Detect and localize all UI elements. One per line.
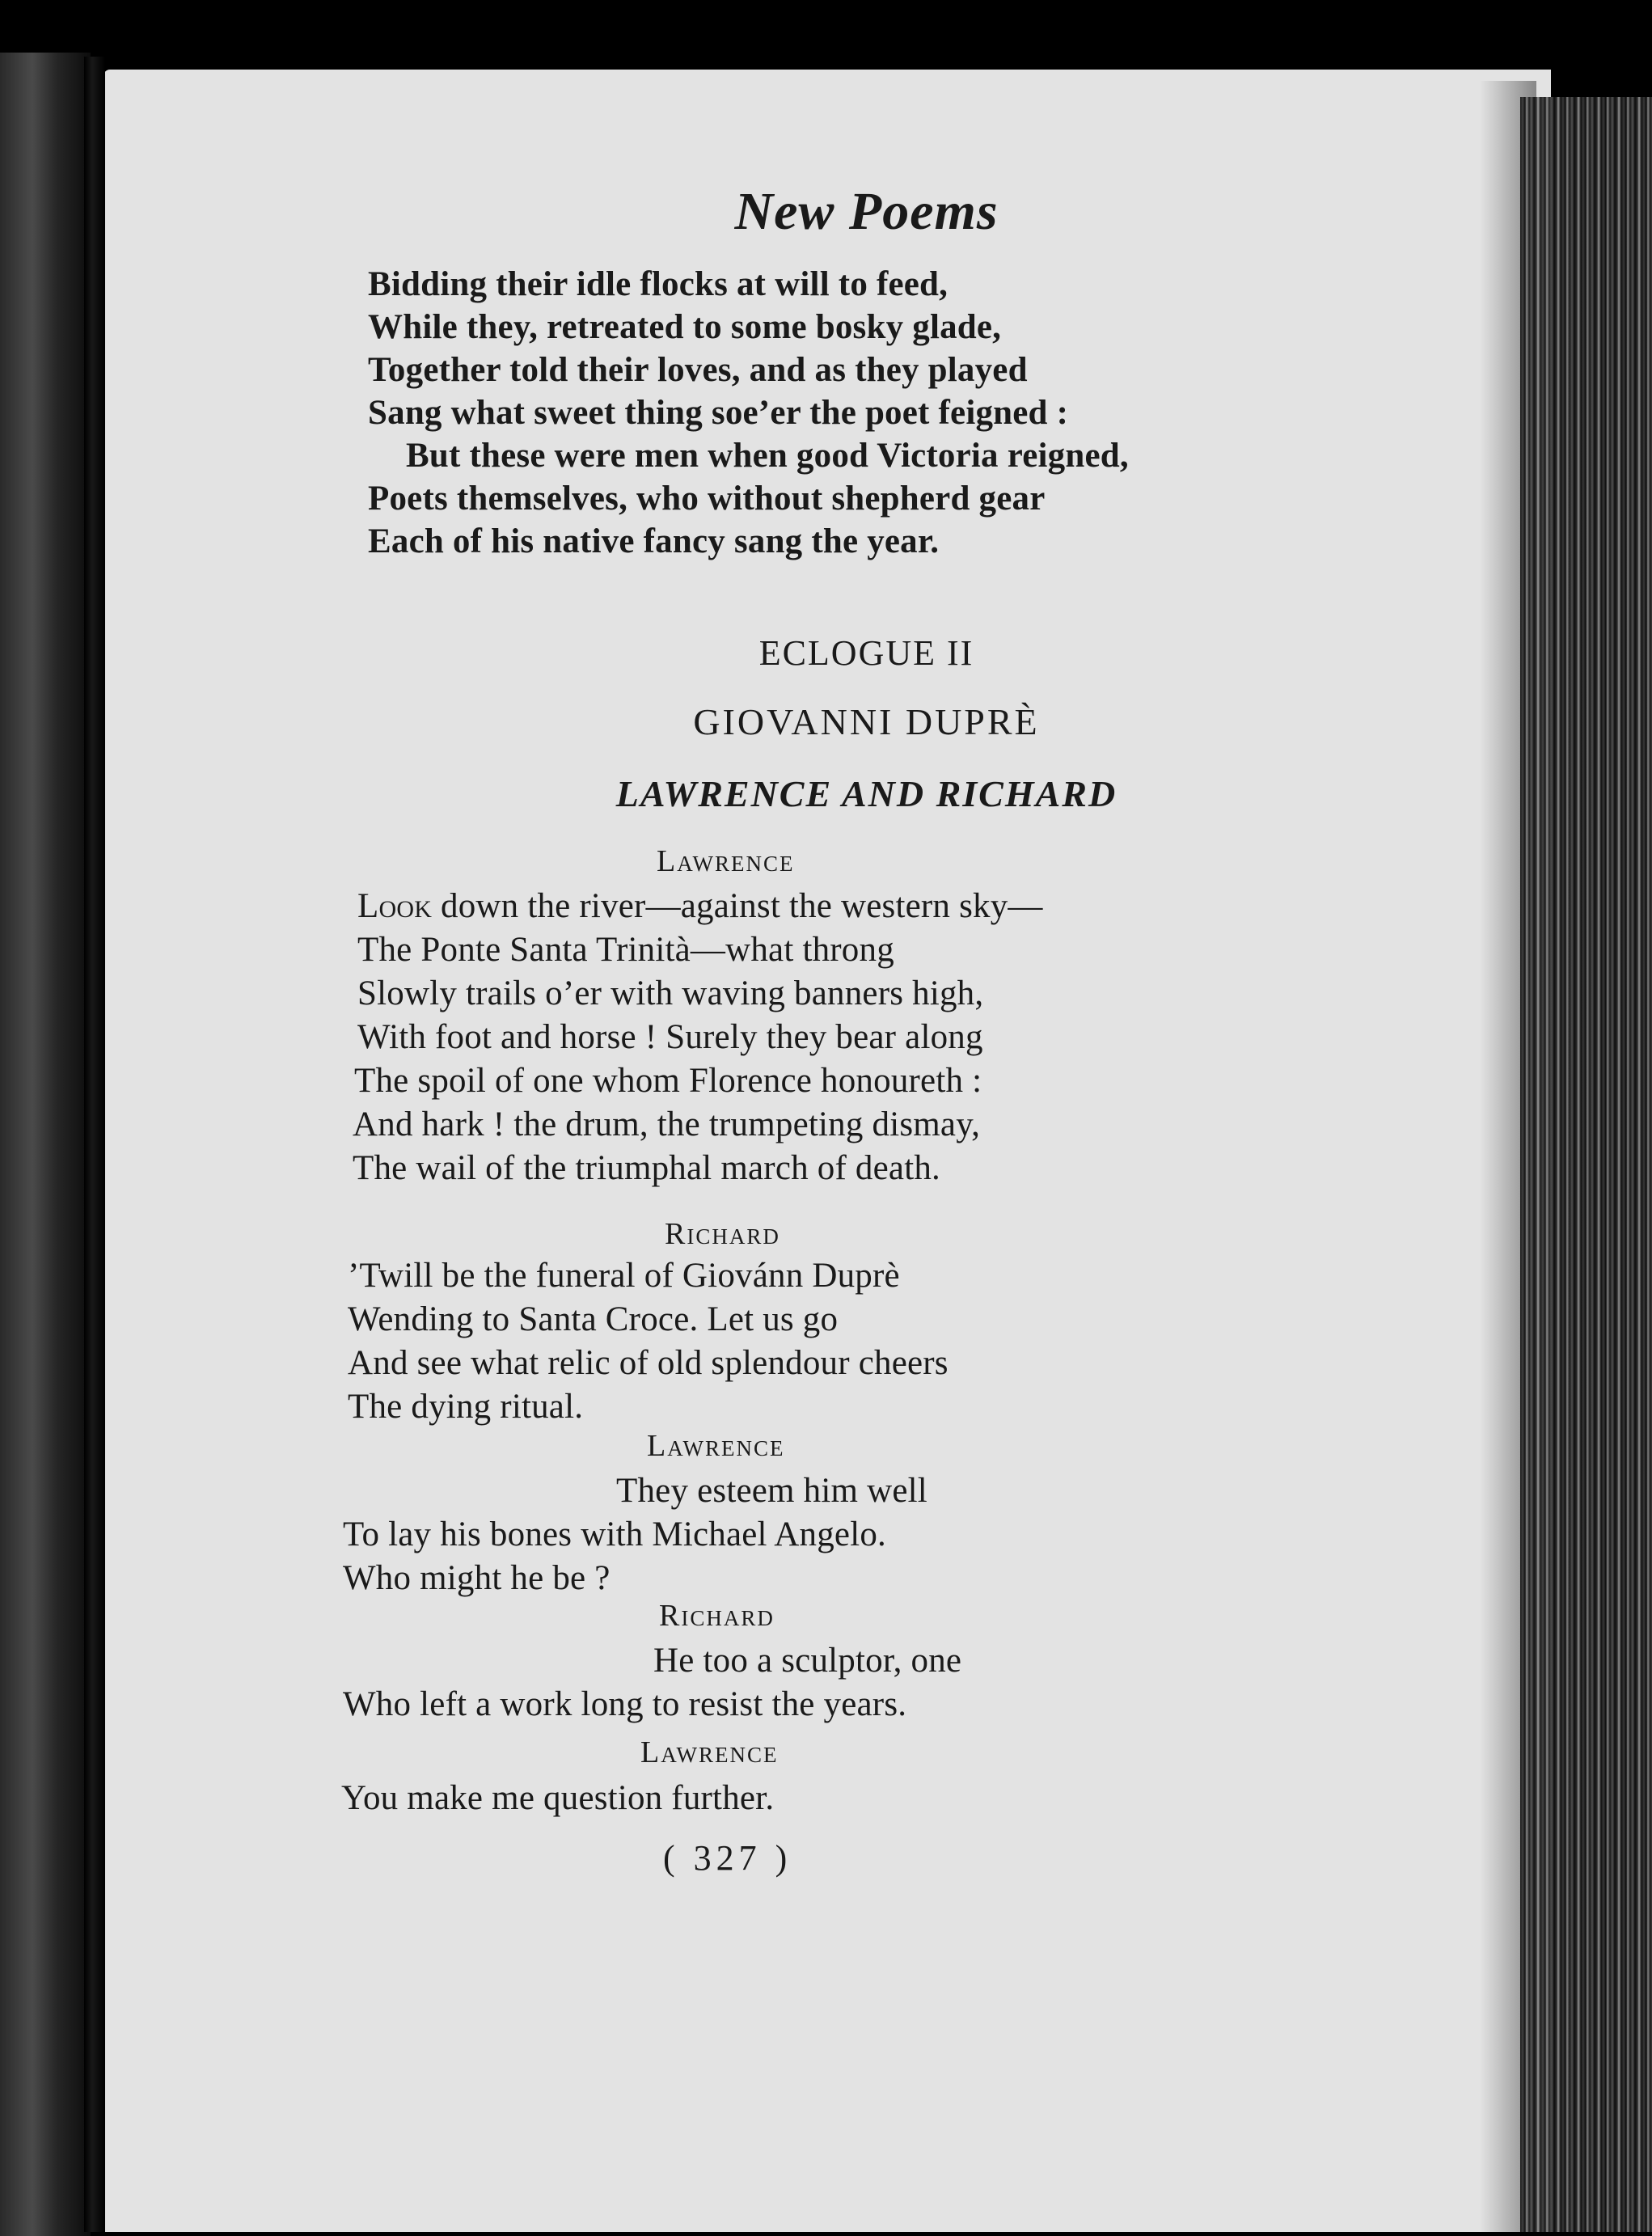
poem-line: And hark ! the drum, the trumpeting dismay, <box>353 1105 981 1143</box>
line-text: down the river—against the western sky— <box>432 887 1043 925</box>
left-page-edge <box>0 53 91 2236</box>
poem-line: While they, retreated to some bosky glade, <box>368 308 1002 346</box>
poem-line: ’Twill be the funeral of Giovánn Duprè <box>348 1257 900 1295</box>
poem-line <box>357 886 1043 928</box>
poem-line: Poets themselves, who without shepherd gear <box>368 480 1046 518</box>
eclogue-speakers: LAWRENCE AND RICHARD <box>615 773 1118 814</box>
poem-line: Each of his native fancy sang the year. <box>368 522 940 560</box>
page-number: ( 327 ) <box>663 1838 792 1878</box>
first-word: Look <box>357 887 433 925</box>
poem-line: With foot and horse ! Surely they bear along <box>357 1018 983 1056</box>
speaker-label: Richard <box>665 1217 780 1251</box>
speaker-label: Lawrence <box>640 1735 779 1769</box>
speaker-label: Lawrence <box>647 1429 785 1463</box>
poem-line: The Ponte Santa Trinità—what throng <box>357 931 894 969</box>
poem-line: The wail of the triumphal march of death. <box>353 1149 941 1187</box>
poem-line: Bidding their idle flocks at will to feed, <box>368 265 949 303</box>
eclogue-title: ECLOGUE II <box>758 633 974 673</box>
poem-line: You make me question further. <box>341 1779 775 1817</box>
poem-line: Who left a work long to resist the years. <box>343 1685 907 1723</box>
poem-line: Who might he be ? <box>343 1559 611 1597</box>
poem-line: Sang what sweet thing soe’er the poet feigned : <box>368 394 1069 432</box>
speaker-label: Lawrence <box>657 844 795 878</box>
poem-line: He too a sculptor, one <box>653 1642 962 1680</box>
poem-line: Together told their loves, and as they played <box>368 351 1028 389</box>
poem-line: Wending to Santa Croce. Let us go <box>348 1300 839 1338</box>
poem-line: Slowly trails o’er with waving banners high, <box>357 974 984 1012</box>
running-head: New Poems <box>734 182 999 241</box>
poem-line: But these were men when good Victoria reigned, <box>406 437 1129 475</box>
gutter-shadow <box>84 57 105 2232</box>
poem-line: The dying ritual. <box>348 1388 584 1426</box>
poem-line: The spoil of one whom Florence honoureth : <box>354 1062 982 1100</box>
poem-line: To lay his bones with Michael Angelo. <box>343 1515 886 1553</box>
poem-line: And see what relic of old splendour cheers <box>348 1344 949 1382</box>
page-fore-edge <box>1520 97 1652 2232</box>
poem-line: They esteem him well <box>616 1472 927 1510</box>
speaker-label: Richard <box>659 1599 775 1633</box>
eclogue-subject: GIOVANNI DUPRÈ <box>693 701 1040 742</box>
